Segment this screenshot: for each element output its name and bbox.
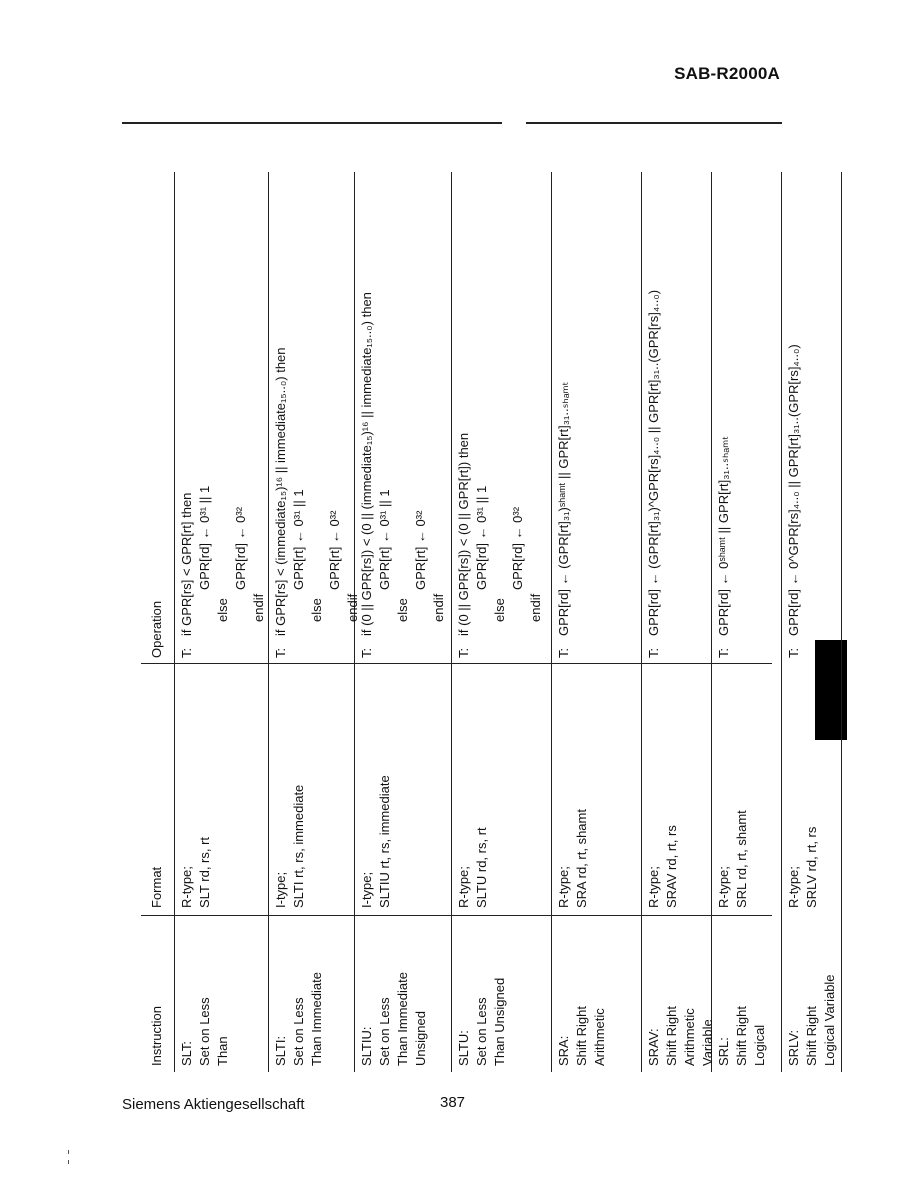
- format-line: SRL rd, rt, shamt: [734, 810, 749, 908]
- table-row: [711, 172, 782, 1072]
- timing-label: T:: [716, 647, 731, 658]
- operation-line: if GPR[rs] < GPR[rt] then: [179, 492, 194, 636]
- instruction-line: Logical: [752, 1024, 767, 1066]
- document-title: SAB-R2000A: [674, 64, 780, 83]
- instruction-line: Than Immediate: [309, 972, 324, 1066]
- table-row: [268, 172, 360, 1072]
- instruction-line: SRA:: [556, 1035, 571, 1066]
- operation-line: GPR[rd] ← (GPR[rt]₃₁)^GPR[rs]₄..₀ || GPR[rt]₃₁..(GPR[rs]₄..₀): [646, 289, 661, 636]
- operation-line: endif: [431, 593, 446, 622]
- header-rule-right: [526, 122, 782, 124]
- operation-line: GPR[rd] ← 0³²: [510, 506, 525, 590]
- instruction-cell: [358, 916, 430, 1066]
- format-cell: [358, 663, 394, 908]
- instruction-line: Than Unsigned: [492, 977, 507, 1066]
- format-line: R-type;: [646, 866, 661, 908]
- timing-label: T:: [556, 647, 571, 658]
- instruction-line: Set on Less: [474, 997, 489, 1066]
- format-cell: [785, 663, 821, 908]
- format-line: SLT rd, rs, rt: [197, 836, 212, 908]
- crop-mark: [68, 1160, 69, 1164]
- operation-line: endif: [528, 593, 543, 622]
- header-instruction: Instruction: [149, 1006, 164, 1066]
- operation-line: GPR[rt] ← 0³¹ || 1: [377, 489, 392, 590]
- instruction-line: Unsigned: [413, 1011, 428, 1066]
- operation-line: GPR[rd] ← 0³¹ || 1: [474, 485, 489, 590]
- format-line: SRAV rd, rt, rs: [664, 825, 679, 908]
- table-row: [451, 172, 552, 1072]
- crop-mark: [68, 1150, 69, 1154]
- instruction-cell: [272, 916, 326, 1066]
- footer-company: Siemens Aktiengesellschaft: [122, 1096, 305, 1113]
- table-row: [174, 172, 269, 1072]
- header-operation: Operation: [149, 600, 164, 658]
- operation-line: if (0 || GPR[rs]) < (0 || (immediate₁₅)¹⁶ || immediate₁₅..₀) then: [359, 292, 374, 636]
- timing-label: T:: [179, 647, 194, 658]
- instruction-table-container: [141, 172, 837, 1072]
- operation-line: if (0 || GPR[rs]) < (0 || GPR[rt]) then: [456, 432, 471, 636]
- instruction-line: Shift Right: [804, 1006, 819, 1066]
- table-row: [551, 172, 642, 1072]
- operation-line: else: [309, 598, 324, 622]
- instruction-line: Shift Right: [664, 1006, 679, 1066]
- format-cell: [645, 663, 681, 908]
- operation-line: GPR[rd] ← 0³¹ || 1: [197, 485, 212, 590]
- table-row: [781, 172, 842, 1072]
- instruction-cell: [645, 916, 717, 1066]
- operation-line: endif: [345, 593, 360, 622]
- instruction-line: SLTU:: [456, 1030, 471, 1066]
- operation-line: GPR[rd] ← 0^GPR[rs]₄..₀ || GPR[rt]₃₁..(GPR[rs]₄..₀): [786, 344, 801, 636]
- instruction-line: Set on Less: [291, 997, 306, 1066]
- instruction-line: SLTIU:: [359, 1026, 374, 1066]
- instruction-line: Arithmetic: [682, 1008, 697, 1066]
- page-number: 387: [440, 1094, 466, 1111]
- instruction-cell: [455, 916, 509, 1066]
- operation-line: else: [492, 598, 507, 622]
- format-line: R-type;: [786, 866, 801, 908]
- instruction-line: SRL:: [716, 1037, 731, 1066]
- instruction-line: Logical Variable: [822, 974, 837, 1066]
- format-line: I-type;: [359, 871, 374, 908]
- operation-line: GPR[rd] ← 0³²: [233, 506, 248, 590]
- instruction-line: Than Immediate: [395, 972, 410, 1066]
- format-cell: [555, 663, 591, 908]
- format-line: SLTIU rt, rs, immediate: [377, 775, 392, 908]
- header-format: Format: [149, 866, 164, 908]
- instruction-line: Shift Right: [734, 1006, 749, 1066]
- instruction-table: [141, 172, 837, 1072]
- format-line: R-type;: [556, 866, 571, 908]
- operation-line: else: [395, 598, 410, 622]
- operation-line: GPR[rd] ← 0ˢʰᵃᵐᵗ || GPR[rt]₃₁..ₛₕₐₘₜ: [716, 435, 731, 636]
- format-cell: [178, 663, 214, 908]
- operation-line: GPR[rt] ← 0³²: [327, 510, 342, 590]
- instruction-line: Arithmetic: [592, 1008, 607, 1066]
- format-cell: [272, 663, 308, 908]
- format-line: SLTU rd, rs, rt: [474, 827, 489, 908]
- instruction-cell: [715, 916, 769, 1066]
- instruction-line: SRAV:: [646, 1028, 661, 1066]
- instruction-line: SLTI:: [273, 1035, 288, 1066]
- timing-label: T:: [646, 647, 661, 658]
- instruction-line: Set on Less: [197, 997, 212, 1066]
- timing-label: T:: [786, 647, 801, 658]
- header-rule-left: [122, 122, 502, 124]
- instruction-line: Set on Less: [377, 997, 392, 1066]
- instruction-line: SLT:: [179, 1040, 194, 1066]
- format-line: R-type;: [456, 866, 471, 908]
- format-line: SRLV rd, rt, rs: [804, 826, 819, 908]
- operation-line: GPR[rt] ← 0³²: [413, 510, 428, 590]
- instruction-cell: [555, 916, 609, 1066]
- format-cell: [715, 663, 751, 908]
- timing-label: T:: [273, 647, 288, 658]
- instruction-cell: [178, 916, 232, 1066]
- operation-line: GPR[rt] ← 0³¹ || 1: [291, 489, 306, 590]
- instruction-line: SRLV:: [786, 1029, 801, 1066]
- format-cell: [455, 663, 491, 908]
- instruction-line: Shift Right: [574, 1006, 589, 1066]
- format-line: R-type;: [179, 866, 194, 908]
- operation-line: if GPR[rs] < (immediate₁₅)¹⁶ || immediate₁₅..₀) then: [273, 347, 288, 636]
- instruction-line: Than: [215, 1036, 230, 1066]
- table-row: [641, 172, 715, 1072]
- timing-label: T:: [456, 647, 471, 658]
- operation-line: GPR[rd] ← (GPR[rt]₃₁)ˢʰᵃᵐᵗ || GPR[rt]₃₁..ₛₕₐₘₜ: [556, 381, 571, 636]
- table-row: [354, 172, 452, 1072]
- format-line: SRA rd, rt, shamt: [574, 809, 589, 908]
- operation-line: else: [215, 598, 230, 622]
- timing-label: T:: [359, 647, 374, 658]
- format-line: I-type;: [273, 871, 288, 908]
- instruction-cell: [785, 916, 839, 1066]
- table-header-row: [141, 172, 175, 1072]
- format-line: SLTI rt, rs, immediate: [291, 784, 306, 908]
- operation-line: endif: [251, 593, 266, 622]
- instruction-line: Variable: [700, 1019, 715, 1066]
- format-line: R-type;: [716, 866, 731, 908]
